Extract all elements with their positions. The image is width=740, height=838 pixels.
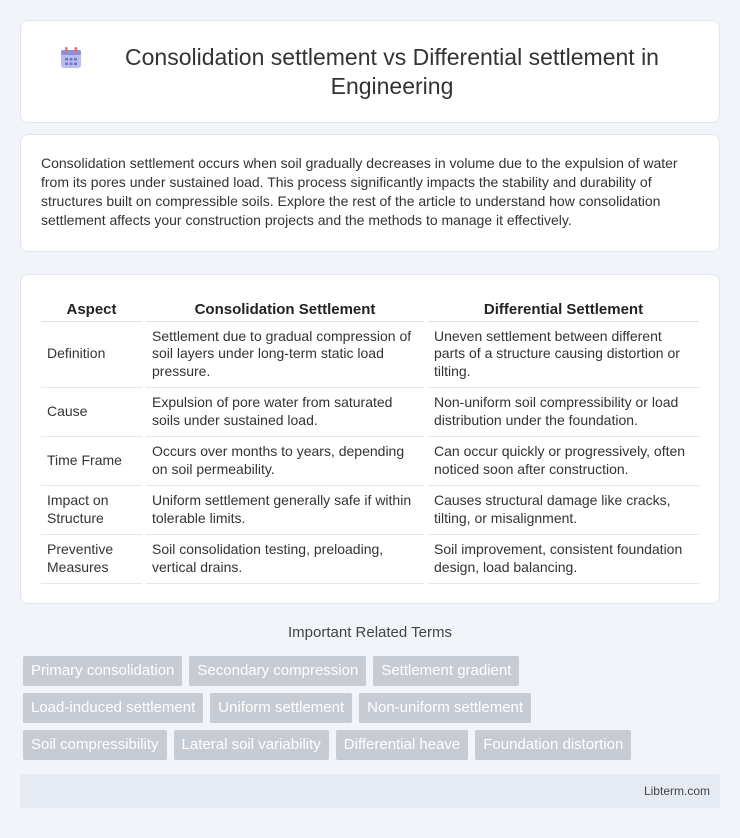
page-title: Consolidation settlement vs Differential settlement in Engineering	[125, 43, 659, 99]
consolidation-cell: Expulsion of pore water from saturated soils under sustained load.	[144, 387, 426, 436]
related-terms-title: Important Related Terms	[288, 624, 452, 641]
title-card	[20, 20, 720, 123]
table-row	[41, 321, 699, 387]
aspect-cell: Impact on Structure	[41, 485, 144, 534]
intro-paragraph: Consolidation settlement occurs when soil gradually decreases in volume due to the expulsion of water from its pores under sustained load. This process significantly impacts the stability and durability of structures built on compressible soils. Explore the rest of the article to understand how consolidation settlement affects your construction projects and the methods to manage it effectively.	[41, 155, 678, 228]
header-differential: Differential Settlement	[426, 295, 699, 321]
table-row	[41, 436, 699, 485]
tag-soil-compressibility[interactable]: Soil compressibility	[23, 730, 167, 760]
consolidation-cell: Settlement due to gradual compression of soil layers under long-term static load pressure.	[144, 321, 426, 387]
table-row	[41, 534, 699, 583]
tag-row	[23, 693, 723, 723]
tag-primary-consolidation[interactable]: Primary consolidation	[23, 656, 182, 686]
aspect-cell: Definition	[41, 321, 144, 387]
tag-differential-heave[interactable]: Differential heave	[336, 730, 468, 760]
tag-secondary-compression[interactable]: Secondary compression	[189, 656, 366, 686]
related-terms	[23, 656, 723, 767]
table-header-row	[41, 295, 699, 321]
aspect-cell: Time Frame	[41, 436, 144, 485]
tag-row	[23, 730, 723, 760]
aspect-cell: Preventive Measures	[41, 534, 144, 583]
table-row	[41, 387, 699, 436]
tag-row	[23, 656, 723, 686]
differential-cell: Can occur quickly or progressively, often noticed soon after construction.	[426, 436, 699, 485]
header-consolidation: Consolidation Settlement	[144, 295, 426, 321]
title-wrap	[58, 43, 682, 101]
consolidation-cell: Occurs over months to years, depending on soil permeability.	[144, 436, 426, 485]
table-row	[41, 485, 699, 534]
differential-cell: Soil improvement, consistent foundation design, load balancing.	[426, 534, 699, 583]
tag-foundation-distortion[interactable]: Foundation distortion	[475, 730, 631, 760]
aspect-cell: Cause	[41, 387, 144, 436]
differential-cell: Causes structural damage like cracks, tilting, or misalignment.	[426, 485, 699, 534]
comparison-card	[20, 274, 720, 604]
tag-non-uniform-settlement[interactable]: Non-uniform settlement	[359, 693, 531, 723]
differential-cell: Uneven settlement between different parts of a structure causing distortion or tilting.	[426, 321, 699, 387]
tag-uniform-settlement[interactable]: Uniform settlement	[210, 693, 352, 723]
comparison-table	[41, 295, 699, 584]
tag-settlement-gradient[interactable]: Settlement gradient	[373, 656, 519, 686]
intro-card	[20, 134, 720, 252]
calendar-icon	[58, 45, 84, 71]
tag-lateral-soil-variability[interactable]: Lateral soil variability	[174, 730, 329, 760]
tag-load-induced-settlement[interactable]: Load-induced settlement	[23, 693, 203, 723]
consolidation-cell: Soil consolidation testing, preloading, vertical drains.	[144, 534, 426, 583]
consolidation-cell: Uniform settlement generally safe if within tolerable limits.	[144, 485, 426, 534]
header-aspect: Aspect	[41, 295, 144, 321]
differential-cell: Non-uniform soil compressibility or load distribution under the foundation.	[426, 387, 699, 436]
footer-site-link[interactable]: Libterm.com	[643, 784, 710, 798]
footer	[20, 774, 720, 808]
